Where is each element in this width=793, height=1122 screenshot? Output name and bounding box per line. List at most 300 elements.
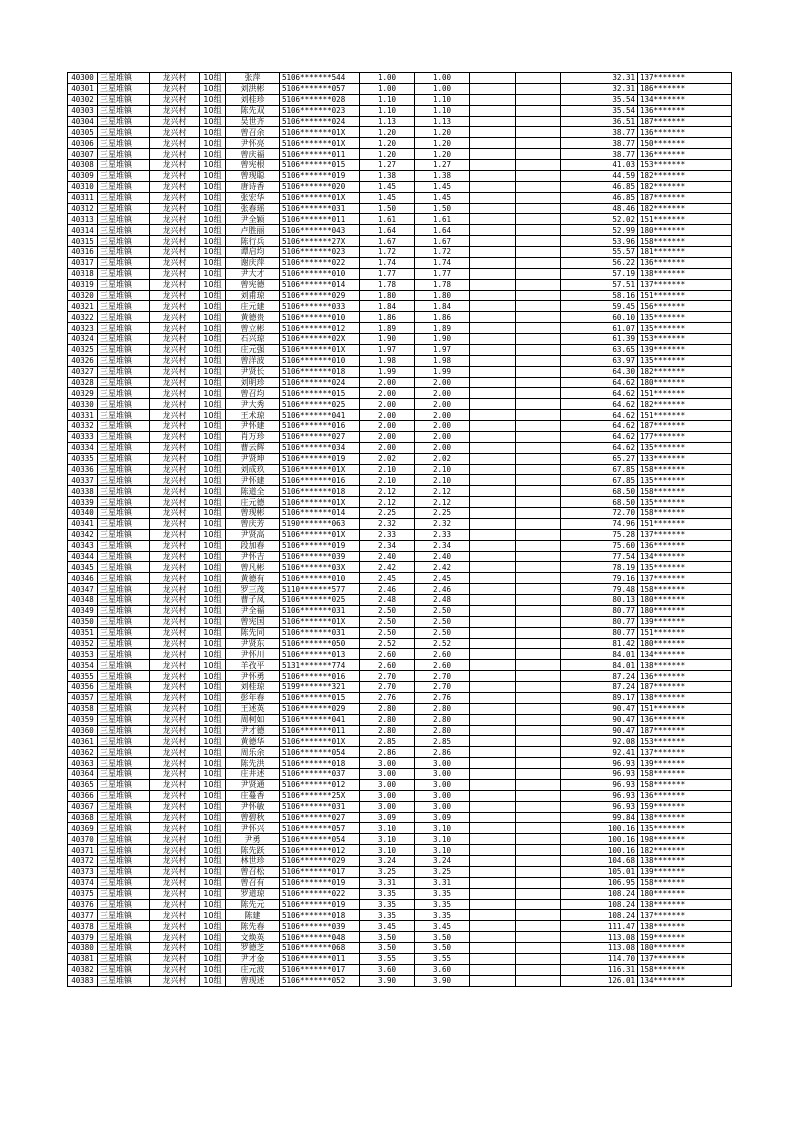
name-cell: 庄井述 bbox=[226, 769, 280, 780]
amount-cell: 96.93 bbox=[561, 758, 638, 769]
blank-2-cell bbox=[516, 94, 561, 105]
group-cell: 10组 bbox=[200, 279, 226, 290]
area-1-cell: 2.00 bbox=[360, 388, 415, 399]
village-cell: 龙兴村 bbox=[150, 877, 200, 888]
amount-cell: 35.54 bbox=[561, 94, 638, 105]
area-2-cell: 1.84 bbox=[415, 301, 470, 312]
id-number-cell: 5106*******041 bbox=[280, 714, 360, 725]
name-cell: 尹才德 bbox=[226, 725, 280, 736]
blank-1-cell bbox=[470, 834, 516, 845]
village-cell: 龙兴村 bbox=[150, 247, 200, 258]
table-row bbox=[68, 518, 732, 529]
blank-2-cell bbox=[516, 671, 561, 682]
name-cell: 曾召有 bbox=[226, 877, 280, 888]
table-row bbox=[68, 73, 732, 84]
village-cell: 龙兴村 bbox=[150, 714, 200, 725]
blank-2-cell bbox=[516, 573, 561, 584]
blank-2-cell bbox=[516, 845, 561, 856]
id-number-cell: 5106*******01X bbox=[280, 464, 360, 475]
area-2-cell: 1.45 bbox=[415, 192, 470, 203]
blank-1-cell bbox=[470, 192, 516, 203]
id-number-cell: 5106*******033 bbox=[280, 301, 360, 312]
phone-cell: 150******* bbox=[638, 138, 732, 149]
id-number-cell: 5106*******018 bbox=[280, 758, 360, 769]
area-2-cell: 2.60 bbox=[415, 649, 470, 660]
village-cell: 龙兴村 bbox=[150, 779, 200, 790]
name-cell: 罗三茂 bbox=[226, 584, 280, 595]
town-cell: 三星堆镇 bbox=[98, 290, 150, 301]
table-row bbox=[68, 236, 732, 247]
town-cell: 三星堆镇 bbox=[98, 725, 150, 736]
village-cell: 龙兴村 bbox=[150, 856, 200, 867]
blank-2-cell bbox=[516, 595, 561, 606]
blank-1-cell bbox=[470, 953, 516, 964]
group-cell: 10组 bbox=[200, 638, 226, 649]
group-cell: 10组 bbox=[200, 312, 226, 323]
town-cell: 三星堆镇 bbox=[98, 192, 150, 203]
phone-cell: 135******* bbox=[638, 442, 732, 453]
area-2-cell: 3.09 bbox=[415, 812, 470, 823]
table-row bbox=[68, 453, 732, 464]
blank-1-cell bbox=[470, 649, 516, 660]
blank-2-cell bbox=[516, 801, 561, 812]
area-1-cell: 3.55 bbox=[360, 953, 415, 964]
name-cell: 卢胜丽 bbox=[226, 225, 280, 236]
phone-cell: 182******* bbox=[638, 366, 732, 377]
table-row bbox=[68, 116, 732, 127]
name-cell: 曾宪国 bbox=[226, 616, 280, 627]
id-number-cell: 5106*******019 bbox=[280, 899, 360, 910]
area-2-cell: 1.61 bbox=[415, 214, 470, 225]
blank-2-cell bbox=[516, 540, 561, 551]
blank-2-cell bbox=[516, 127, 561, 138]
group-cell: 10组 bbox=[200, 779, 226, 790]
area-2-cell: 1.80 bbox=[415, 290, 470, 301]
area-1-cell: 1.84 bbox=[360, 301, 415, 312]
group-cell: 10组 bbox=[200, 932, 226, 943]
id-number-cell: 5106*******017 bbox=[280, 964, 360, 975]
phone-cell: 158******* bbox=[638, 486, 732, 497]
group-cell: 10组 bbox=[200, 73, 226, 84]
table-row bbox=[68, 486, 732, 497]
area-1-cell: 1.13 bbox=[360, 116, 415, 127]
amount-cell: 96.93 bbox=[561, 801, 638, 812]
village-cell: 龙兴村 bbox=[150, 584, 200, 595]
town-cell: 三星堆镇 bbox=[98, 518, 150, 529]
table-row bbox=[68, 877, 732, 888]
blank-2-cell bbox=[516, 660, 561, 671]
amount-cell: 108.24 bbox=[561, 910, 638, 921]
name-cell: 刘桂琼 bbox=[226, 682, 280, 693]
group-cell: 10组 bbox=[200, 214, 226, 225]
id-number-cell: 5106*******014 bbox=[280, 508, 360, 519]
blank-1-cell bbox=[470, 671, 516, 682]
blank-1-cell bbox=[470, 627, 516, 638]
area-2-cell: 1.77 bbox=[415, 268, 470, 279]
town-cell: 三星堆镇 bbox=[98, 801, 150, 812]
row-id-cell: 40351 bbox=[68, 627, 98, 638]
village-cell: 龙兴村 bbox=[150, 834, 200, 845]
group-cell: 10组 bbox=[200, 203, 226, 214]
village-cell: 龙兴村 bbox=[150, 138, 200, 149]
row-id-cell: 40337 bbox=[68, 475, 98, 486]
town-cell: 三星堆镇 bbox=[98, 671, 150, 682]
phone-cell: 180******* bbox=[638, 888, 732, 899]
village-cell: 龙兴村 bbox=[150, 497, 200, 508]
amount-cell: 36.51 bbox=[561, 116, 638, 127]
amount-cell: 63.97 bbox=[561, 355, 638, 366]
phone-cell: 158******* bbox=[638, 877, 732, 888]
area-2-cell: 1.97 bbox=[415, 344, 470, 355]
village-cell: 龙兴村 bbox=[150, 627, 200, 638]
group-cell: 10组 bbox=[200, 790, 226, 801]
amount-cell: 84.01 bbox=[561, 649, 638, 660]
group-cell: 10组 bbox=[200, 540, 226, 551]
group-cell: 10组 bbox=[200, 160, 226, 171]
town-cell: 三星堆镇 bbox=[98, 160, 150, 171]
village-cell: 龙兴村 bbox=[150, 540, 200, 551]
blank-2-cell bbox=[516, 83, 561, 94]
name-cell: 尹怀川 bbox=[226, 649, 280, 660]
area-1-cell: 1.86 bbox=[360, 312, 415, 323]
amount-cell: 96.93 bbox=[561, 769, 638, 780]
area-1-cell: 1.77 bbox=[360, 268, 415, 279]
group-cell: 10组 bbox=[200, 355, 226, 366]
town-cell: 三星堆镇 bbox=[98, 203, 150, 214]
id-number-cell: 5106*******029 bbox=[280, 290, 360, 301]
id-number-cell: 5106*******010 bbox=[280, 573, 360, 584]
phone-cell: 153******* bbox=[638, 334, 732, 345]
group-cell: 10组 bbox=[200, 671, 226, 682]
phone-cell: 153******* bbox=[638, 736, 732, 747]
area-2-cell: 2.60 bbox=[415, 660, 470, 671]
blank-1-cell bbox=[470, 73, 516, 84]
blank-2-cell bbox=[516, 486, 561, 497]
name-cell: 尹才金 bbox=[226, 953, 280, 964]
id-number-cell: 5106*******031 bbox=[280, 627, 360, 638]
row-id-cell: 40312 bbox=[68, 203, 98, 214]
id-number-cell: 5106*******023 bbox=[280, 105, 360, 116]
amount-cell: 59.45 bbox=[561, 301, 638, 312]
amount-cell: 78.19 bbox=[561, 562, 638, 573]
group-cell: 10组 bbox=[200, 801, 226, 812]
phone-cell: 158******* bbox=[638, 584, 732, 595]
row-id-cell: 40345 bbox=[68, 562, 98, 573]
village-cell: 龙兴村 bbox=[150, 866, 200, 877]
area-2-cell: 2.00 bbox=[415, 410, 470, 421]
blank-1-cell bbox=[470, 334, 516, 345]
town-cell: 三星堆镇 bbox=[98, 921, 150, 932]
row-id-cell: 40342 bbox=[68, 529, 98, 540]
table-row bbox=[68, 921, 732, 932]
village-cell: 龙兴村 bbox=[150, 83, 200, 94]
phone-cell: 136******* bbox=[638, 790, 732, 801]
town-cell: 三星堆镇 bbox=[98, 703, 150, 714]
phone-cell: 182******* bbox=[638, 845, 732, 856]
amount-cell: 90.47 bbox=[561, 725, 638, 736]
name-cell: 陈道全 bbox=[226, 486, 280, 497]
town-cell: 三星堆镇 bbox=[98, 312, 150, 323]
area-2-cell: 1.13 bbox=[415, 116, 470, 127]
phone-cell: 135******* bbox=[638, 562, 732, 573]
area-1-cell: 2.46 bbox=[360, 584, 415, 595]
blank-2-cell bbox=[516, 410, 561, 421]
row-id-cell: 40355 bbox=[68, 671, 98, 682]
amount-cell: 108.24 bbox=[561, 899, 638, 910]
blank-1-cell bbox=[470, 758, 516, 769]
row-id-cell: 40376 bbox=[68, 899, 98, 910]
row-id-cell: 40317 bbox=[68, 257, 98, 268]
group-cell: 10组 bbox=[200, 584, 226, 595]
table-row bbox=[68, 203, 732, 214]
id-number-cell: 5106*******054 bbox=[280, 747, 360, 758]
phone-cell: 134******* bbox=[638, 94, 732, 105]
name-cell: 黄德有 bbox=[226, 573, 280, 584]
area-1-cell: 2.33 bbox=[360, 529, 415, 540]
town-cell: 三星堆镇 bbox=[98, 344, 150, 355]
table-row bbox=[68, 138, 732, 149]
id-number-cell: 5106*******034 bbox=[280, 442, 360, 453]
table-row bbox=[68, 953, 732, 964]
row-id-cell: 40368 bbox=[68, 812, 98, 823]
group-cell: 10组 bbox=[200, 377, 226, 388]
blank-1-cell bbox=[470, 508, 516, 519]
area-1-cell: 2.80 bbox=[360, 714, 415, 725]
name-cell: 周柯如 bbox=[226, 714, 280, 725]
village-cell: 龙兴村 bbox=[150, 605, 200, 616]
row-id-cell: 40341 bbox=[68, 518, 98, 529]
area-1-cell: 3.00 bbox=[360, 769, 415, 780]
name-cell: 尹全福 bbox=[226, 605, 280, 616]
area-1-cell: 2.42 bbox=[360, 562, 415, 573]
blank-2-cell bbox=[516, 616, 561, 627]
row-id-cell: 40329 bbox=[68, 388, 98, 399]
group-cell: 10组 bbox=[200, 518, 226, 529]
town-cell: 三星堆镇 bbox=[98, 845, 150, 856]
town-cell: 三星堆镇 bbox=[98, 834, 150, 845]
town-cell: 三星堆镇 bbox=[98, 779, 150, 790]
id-number-cell: 5106*******052 bbox=[280, 975, 360, 986]
table-row bbox=[68, 529, 732, 540]
village-cell: 龙兴村 bbox=[150, 953, 200, 964]
phone-cell: 180******* bbox=[638, 605, 732, 616]
town-cell: 三星堆镇 bbox=[98, 464, 150, 475]
amount-cell: 41.03 bbox=[561, 160, 638, 171]
amount-cell: 79.16 bbox=[561, 573, 638, 584]
blank-1-cell bbox=[470, 910, 516, 921]
area-2-cell: 3.00 bbox=[415, 801, 470, 812]
amount-cell: 67.85 bbox=[561, 475, 638, 486]
area-1-cell: 2.52 bbox=[360, 638, 415, 649]
name-cell: 尹大秀 bbox=[226, 399, 280, 410]
area-1-cell: 1.99 bbox=[360, 366, 415, 377]
village-cell: 龙兴村 bbox=[150, 508, 200, 519]
blank-1-cell bbox=[470, 682, 516, 693]
id-number-cell: 5106*******019 bbox=[280, 540, 360, 551]
town-cell: 三星堆镇 bbox=[98, 877, 150, 888]
amount-cell: 111.47 bbox=[561, 921, 638, 932]
village-cell: 龙兴村 bbox=[150, 290, 200, 301]
id-number-cell: 5106*******010 bbox=[280, 312, 360, 323]
blank-1-cell bbox=[470, 225, 516, 236]
area-1-cell: 2.10 bbox=[360, 464, 415, 475]
blank-2-cell bbox=[516, 247, 561, 258]
group-cell: 10组 bbox=[200, 497, 226, 508]
row-id-cell: 40324 bbox=[68, 334, 98, 345]
table-row bbox=[68, 225, 732, 236]
area-2-cell: 1.98 bbox=[415, 355, 470, 366]
name-cell: 曹云辉 bbox=[226, 442, 280, 453]
blank-1-cell bbox=[470, 105, 516, 116]
blank-2-cell bbox=[516, 627, 561, 638]
blank-2-cell bbox=[516, 856, 561, 867]
table-row bbox=[68, 703, 732, 714]
village-cell: 龙兴村 bbox=[150, 377, 200, 388]
id-number-cell: 5106*******01X bbox=[280, 138, 360, 149]
town-cell: 三星堆镇 bbox=[98, 714, 150, 725]
table-row bbox=[68, 779, 732, 790]
phone-cell: 180******* bbox=[638, 595, 732, 606]
amount-cell: 100.16 bbox=[561, 834, 638, 845]
table-row bbox=[68, 595, 732, 606]
blank-2-cell bbox=[516, 355, 561, 366]
row-id-cell: 40311 bbox=[68, 192, 98, 203]
blank-1-cell bbox=[470, 410, 516, 421]
id-number-cell: 5106*******050 bbox=[280, 638, 360, 649]
id-number-cell: 5106*******043 bbox=[280, 225, 360, 236]
phone-cell: 182******* bbox=[638, 399, 732, 410]
group-cell: 10组 bbox=[200, 170, 226, 181]
phone-cell: 158******* bbox=[638, 769, 732, 780]
group-cell: 10组 bbox=[200, 921, 226, 932]
row-id-cell: 40318 bbox=[68, 268, 98, 279]
blank-1-cell bbox=[470, 932, 516, 943]
row-id-cell: 40343 bbox=[68, 540, 98, 551]
group-cell: 10组 bbox=[200, 344, 226, 355]
name-cell: 肖万珍 bbox=[226, 431, 280, 442]
blank-2-cell bbox=[516, 649, 561, 660]
area-1-cell: 2.02 bbox=[360, 453, 415, 464]
amount-cell: 64.62 bbox=[561, 377, 638, 388]
name-cell: 曾现聪 bbox=[226, 170, 280, 181]
phone-cell: 136******* bbox=[638, 540, 732, 551]
row-id-cell: 40300 bbox=[68, 73, 98, 84]
phone-cell: 136******* bbox=[638, 105, 732, 116]
row-id-cell: 40350 bbox=[68, 616, 98, 627]
town-cell: 三星堆镇 bbox=[98, 866, 150, 877]
blank-2-cell bbox=[516, 475, 561, 486]
id-number-cell: 5106*******016 bbox=[280, 671, 360, 682]
row-id-cell: 40306 bbox=[68, 138, 98, 149]
town-cell: 三星堆镇 bbox=[98, 323, 150, 334]
name-cell: 尹贤长 bbox=[226, 366, 280, 377]
table-row bbox=[68, 899, 732, 910]
table-row bbox=[68, 573, 732, 584]
town-cell: 三星堆镇 bbox=[98, 225, 150, 236]
id-number-cell: 5106*******01X bbox=[280, 127, 360, 138]
village-cell: 龙兴村 bbox=[150, 660, 200, 671]
name-cell: 谢庆萍 bbox=[226, 257, 280, 268]
name-cell: 文焕英 bbox=[226, 932, 280, 943]
blank-1-cell bbox=[470, 236, 516, 247]
blank-2-cell bbox=[516, 562, 561, 573]
amount-cell: 67.85 bbox=[561, 464, 638, 475]
amount-cell: 64.62 bbox=[561, 421, 638, 432]
group-cell: 10组 bbox=[200, 236, 226, 247]
name-cell: 曾碧秋 bbox=[226, 812, 280, 823]
village-cell: 龙兴村 bbox=[150, 725, 200, 736]
row-id-cell: 40335 bbox=[68, 453, 98, 464]
id-number-cell: 5106*******01X bbox=[280, 529, 360, 540]
id-number-cell: 5106*******019 bbox=[280, 453, 360, 464]
area-2-cell: 1.10 bbox=[415, 105, 470, 116]
table-row bbox=[68, 279, 732, 290]
blank-2-cell bbox=[516, 73, 561, 84]
village-cell: 龙兴村 bbox=[150, 149, 200, 160]
blank-2-cell bbox=[516, 888, 561, 899]
village-cell: 龙兴村 bbox=[150, 127, 200, 138]
name-cell: 段加春 bbox=[226, 540, 280, 551]
area-1-cell: 3.35 bbox=[360, 910, 415, 921]
area-2-cell: 2.25 bbox=[415, 508, 470, 519]
name-cell: 曾洋波 bbox=[226, 355, 280, 366]
amount-cell: 58.16 bbox=[561, 290, 638, 301]
blank-1-cell bbox=[470, 279, 516, 290]
phone-cell: 182******* bbox=[638, 181, 732, 192]
area-1-cell: 1.80 bbox=[360, 290, 415, 301]
amount-cell: 84.01 bbox=[561, 660, 638, 671]
area-2-cell: 2.42 bbox=[415, 562, 470, 573]
row-id-cell: 40305 bbox=[68, 127, 98, 138]
phone-cell: 177******* bbox=[638, 431, 732, 442]
amount-cell: 75.28 bbox=[561, 529, 638, 540]
amount-cell: 46.85 bbox=[561, 192, 638, 203]
phone-cell: 137******* bbox=[638, 279, 732, 290]
table-row bbox=[68, 290, 732, 301]
name-cell: 曾立彬 bbox=[226, 323, 280, 334]
group-cell: 10组 bbox=[200, 910, 226, 921]
amount-cell: 96.93 bbox=[561, 779, 638, 790]
name-cell: 尹怀建 bbox=[226, 421, 280, 432]
blank-1-cell bbox=[470, 116, 516, 127]
name-cell: 吴世齐 bbox=[226, 116, 280, 127]
area-1-cell: 2.50 bbox=[360, 616, 415, 627]
name-cell: 曾宪根 bbox=[226, 160, 280, 171]
id-number-cell: 5106*******012 bbox=[280, 845, 360, 856]
table-row bbox=[68, 149, 732, 160]
table-row bbox=[68, 964, 732, 975]
group-cell: 10组 bbox=[200, 758, 226, 769]
id-number-cell: 5106*******025 bbox=[280, 399, 360, 410]
row-id-cell: 40365 bbox=[68, 779, 98, 790]
blank-2-cell bbox=[516, 769, 561, 780]
group-cell: 10组 bbox=[200, 149, 226, 160]
blank-2-cell bbox=[516, 442, 561, 453]
area-2-cell: 1.20 bbox=[415, 138, 470, 149]
amount-cell: 55.57 bbox=[561, 247, 638, 258]
phone-cell: 139******* bbox=[638, 616, 732, 627]
table-row bbox=[68, 660, 732, 671]
area-2-cell: 1.45 bbox=[415, 181, 470, 192]
amount-cell: 57.19 bbox=[561, 268, 638, 279]
row-id-cell: 40382 bbox=[68, 964, 98, 975]
blank-1-cell bbox=[470, 964, 516, 975]
table-row bbox=[68, 388, 732, 399]
village-cell: 龙兴村 bbox=[150, 801, 200, 812]
area-1-cell: 1.45 bbox=[360, 192, 415, 203]
area-2-cell: 2.85 bbox=[415, 736, 470, 747]
name-cell: 曾庆福 bbox=[226, 149, 280, 160]
